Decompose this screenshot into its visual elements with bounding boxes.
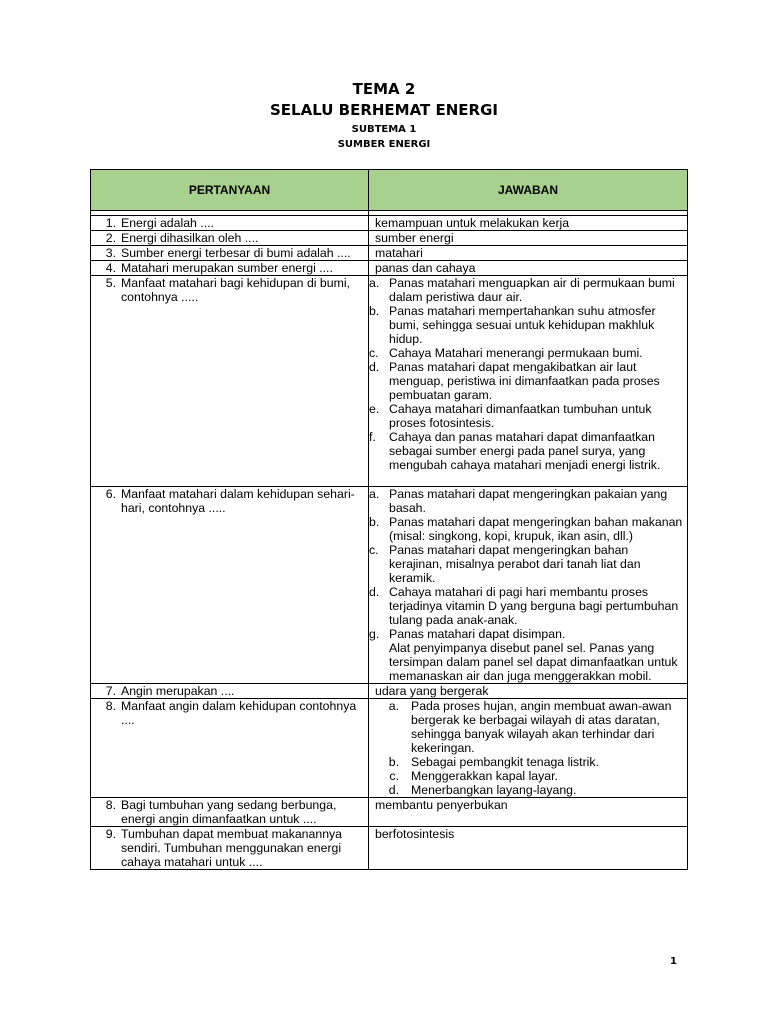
table-row [91,246,688,261]
answer-text: kemampuan untuk melakukan kerja [369,216,688,231]
answer-item: b. Panas matahari mempertahankan suhu atmosfer bumi, sehingga sesuai untuk kehidupan makhluk hidup. [369,304,656,346]
answer-note: Alat penyimpanya disebut panel sel. Panas yang tersimpan dalam panel sel dapat dimanfaatkan untuk memanaskan air dan juga menggerakkan mobil. [389,641,678,683]
answer-text: udara yang bergerak [369,684,688,699]
question-text: Bagi tumbuhan yang sedang berbunga, energi angin dimanfaatkan untuk .... [121,798,337,826]
answer-item: d. Panas matahari dapat mengakibatkan air laut menguap, peristiwa ini dimanfaatkan pada proses pembuatan garam. [369,360,660,402]
question-text: Angin merupakan .... [121,684,235,698]
question-text: Tumbuhan dapat membuat makanannya sendiri. Tumbuhan menggunakan energi cahaya matahari untuk .... [121,827,343,869]
question-text: Manfaat angin dalam kehidupan contohnya .... [121,699,357,727]
subtema-label: SUBTEMA 1 [351,124,417,135]
answer-item: a. Pada proses hujan, angin membuat awan-awan bergerak ke berbagai wilayah di atas daratan, sehingga banyak wilayah akan terhindar dari kekeringan. [388,699,672,755]
document-title: TEMA 2 [352,80,416,98]
question-text: Matahari merupakan sumber energi .... [121,261,333,275]
question-number: 8. [105,699,116,713]
header-jawaban: JAWABAN [369,170,688,211]
page-number: 1 [670,956,677,967]
question-number: 6. [105,487,116,501]
table-row [91,827,688,870]
subtema-title: SUMBER ENERGI [337,139,431,150]
question-text: Manfaat matahari bagi kehidupan di bumi, contohnya ..... [121,276,350,304]
answer-item: d. Cahaya matahari di pagi hari membantu proses terjadinya vitamin D yang berguna bagi pertumbuhan tulang pada anak-anak. [369,585,679,627]
answer-item: g. Panas matahari dapat disimpan. [369,627,566,641]
answer-text: membantu penyerbukan [369,798,688,827]
question-number: 3. [105,246,116,260]
qa-table [90,169,688,870]
table-header-row [91,170,688,211]
answer-item: c. Panas matahari dapat mengeringkan bahan kerajinan, misalnya perabot dari tanah liat dan keramik. [369,543,641,585]
answer-item: d. Menerbangkan layang-layang. [388,783,577,797]
answer-item: b. Panas matahari dapat mengeringkan bahan makanan (misal: singkong, kopi, krupuk, ikan asin, dll.) [369,515,683,543]
table-row [91,216,688,231]
question-number: 7. [105,684,116,698]
question-number: 8. [105,798,116,812]
answer-item: e. Cahaya matahari dimanfaatkan tumbuhan untuk proses fotosintesis. [369,402,652,430]
table-row [91,699,688,798]
document-subtitle: SELALU BERHEMAT ENERGI [270,101,498,119]
table-row [91,798,688,827]
table-row [91,276,688,487]
answer-item: c. Cahaya Matahari menerangi permukaan bumi. [369,346,643,360]
table-row [91,684,688,699]
question-text: Sumber energi terbesar di bumi adalah .... [121,246,351,260]
answer-item: b. Sebagai pembangkit tenaga listrik. [388,755,599,769]
answer-item: a. Panas matahari dapat mengeringkan pakaian yang basah. [369,487,668,515]
question-number: 1. [105,216,116,230]
question-text: Manfaat matahari dalam kehidupan sehari-hari, contohnya ..... [121,487,355,515]
question-text: Energi dihasilkan oleh .... [121,231,259,245]
answer-item: f. Cahaya dan panas matahari dapat dimanfaatkan sebagai sumber energi pada panel surya, yang mengubah cahaya matahari menjadi energi listrik. [369,430,661,472]
answer-item: a. Panas matahari menguapkan air di permukaan bumi dalam peristiwa daur air. [369,276,675,304]
table-row [91,487,688,684]
answer-text: berfotosintesis [369,827,688,870]
answer-text: matahari [369,246,688,261]
answer-text: sumber energi [369,231,688,246]
question-number: 2. [105,231,116,245]
question-text: Energi adalah .... [121,216,214,230]
table-row [91,231,688,246]
answer-text: panas dan cahaya [369,261,688,276]
table-row [91,261,688,276]
header-pertanyaan: PERTANYAAN [91,170,369,211]
question-number: 9. [105,827,116,841]
question-number: 5. [105,276,116,290]
answer-item: c. Menggerakkan kapal layar. [389,769,558,783]
question-number: 4. [105,261,116,275]
